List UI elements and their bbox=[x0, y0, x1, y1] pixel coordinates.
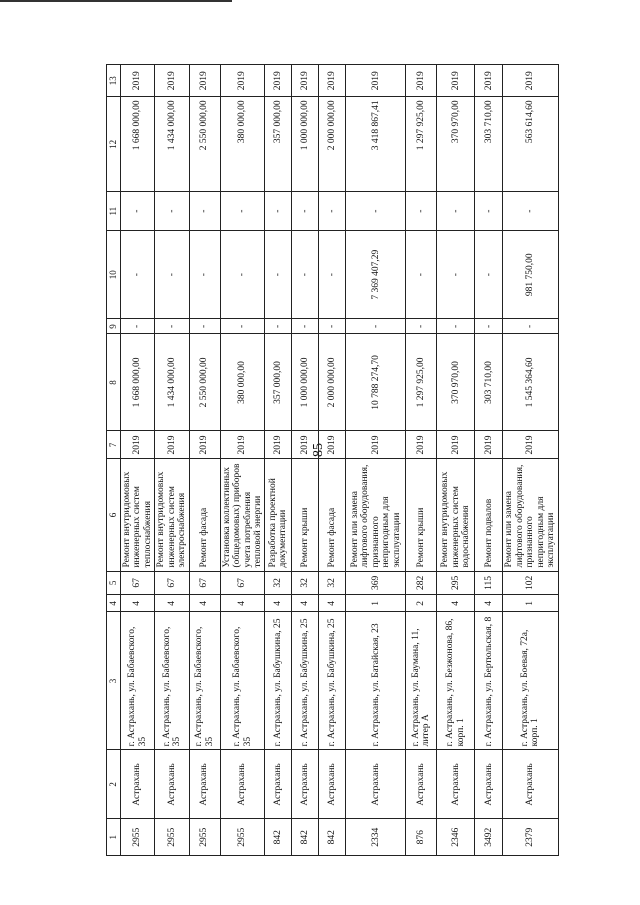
cell-object-id: 2346 bbox=[437, 819, 475, 856]
column-number-header-row bbox=[107, 65, 121, 856]
cell-year: 2019 bbox=[503, 431, 558, 459]
cell-year: 2019 bbox=[189, 431, 220, 459]
cell-address: г. Астрахань, ул. Бабаевского, 35 bbox=[220, 612, 265, 750]
cell-subsidy-amount: - bbox=[406, 231, 437, 319]
cell-completion-year: 2019 bbox=[503, 65, 558, 97]
column-header: 9 bbox=[107, 319, 121, 334]
cell-work-type: Ремонт внутридомовых инженерных систем водоснабжения bbox=[437, 459, 475, 571]
cell-owner-funds: 563 614,60 bbox=[503, 97, 558, 192]
cell-subsidy-amount: - bbox=[437, 231, 475, 319]
cell-fund-fee: - bbox=[121, 319, 155, 334]
cell-work-type: Ремонт крыши bbox=[406, 459, 437, 571]
cell-object-id: 876 bbox=[406, 819, 437, 856]
cell-owner-funds: 2 550 000,00 bbox=[189, 97, 220, 192]
cell-wall-material: 4 bbox=[220, 595, 265, 612]
table-row bbox=[220, 65, 265, 856]
cell-other-funds: - bbox=[121, 192, 155, 231]
cell-wall-material: 4 bbox=[292, 595, 319, 612]
cell-other-funds: - bbox=[406, 192, 437, 231]
cell-wall-material: 4 bbox=[437, 595, 475, 612]
cell-apartments: 32 bbox=[319, 571, 346, 595]
cell-completion-year: 2019 bbox=[121, 65, 155, 97]
cell-apartments: 67 bbox=[155, 571, 189, 595]
cell-work-type: Ремонт или замена лифтового оборудования, признанного непригодным для эксплуатации bbox=[346, 459, 406, 571]
cell-completion-year: 2019 bbox=[437, 65, 475, 97]
cell-address: г. Астрахань, ул. Безжонова, 86, корп. 1 bbox=[437, 612, 475, 750]
cell-owner-funds: 370 970,00 bbox=[437, 97, 475, 192]
cell-other-funds: - bbox=[319, 192, 346, 231]
cell-work-type: Ремонт подвалов bbox=[475, 459, 503, 571]
cell-object-id: 2955 bbox=[155, 819, 189, 856]
cell-other-funds: - bbox=[503, 192, 558, 231]
cell-owner-funds: 1 434 000,00 bbox=[155, 97, 189, 192]
table-row bbox=[319, 65, 346, 856]
cell-owner-funds: 2 000 000,00 bbox=[319, 97, 346, 192]
cell-object-id: 842 bbox=[319, 819, 346, 856]
repair-program-table bbox=[106, 64, 559, 856]
cell-completion-year: 2019 bbox=[265, 65, 292, 97]
cell-owner-funds: 303 710,00 bbox=[475, 97, 503, 192]
cell-other-funds: - bbox=[220, 192, 265, 231]
cell-fund-fee: - bbox=[220, 319, 265, 334]
cell-object-id: 2379 bbox=[503, 819, 558, 856]
cell-work-type: Разработка проектной документации bbox=[265, 459, 292, 571]
cell-other-funds: - bbox=[292, 192, 319, 231]
cell-other-funds: - bbox=[437, 192, 475, 231]
cell-total-cost: 303 710,00 bbox=[475, 334, 503, 431]
cell-work-type: Ремонт внутридомовых инженерных систем электроснабжения bbox=[155, 459, 189, 571]
cell-wall-material: 1 bbox=[346, 595, 406, 612]
cell-address: г. Астрахань, ул. Бабушкина, 25 bbox=[265, 612, 292, 750]
cell-completion-year: 2019 bbox=[189, 65, 220, 97]
cell-fund-fee: - bbox=[155, 319, 189, 334]
column-header: 8 bbox=[107, 334, 121, 431]
table-row bbox=[265, 65, 292, 856]
cell-city: Астрахань bbox=[319, 750, 346, 819]
cell-owner-funds: 1 297 925,00 bbox=[406, 97, 437, 192]
column-header: 1 bbox=[107, 819, 121, 856]
cell-completion-year: 2019 bbox=[292, 65, 319, 97]
table-row bbox=[406, 65, 437, 856]
cell-total-cost: 370 970,00 bbox=[437, 334, 475, 431]
column-header: 10 bbox=[107, 231, 121, 319]
cell-owner-funds: 3 418 867,41 bbox=[346, 97, 406, 192]
cell-address: г. Астрахань, ул. Боевая, 72а, корп. 1 bbox=[503, 612, 558, 750]
cell-apartments: 115 bbox=[475, 571, 503, 595]
cell-address: г. Астрахань, ул. Бабаевского, 35 bbox=[121, 612, 155, 750]
cell-work-type: Ремонт внутридомовых инженерных систем теплоснабжения bbox=[121, 459, 155, 571]
cell-wall-material: 4 bbox=[319, 595, 346, 612]
cell-year: 2019 bbox=[437, 431, 475, 459]
cell-subsidy-amount: - bbox=[475, 231, 503, 319]
cell-city: Астрахань bbox=[406, 750, 437, 819]
table-row bbox=[475, 65, 503, 856]
page-number: 85 bbox=[311, 443, 326, 457]
cell-apartments: 67 bbox=[189, 571, 220, 595]
cell-year: 2019 bbox=[346, 431, 406, 459]
cell-wall-material: 4 bbox=[155, 595, 189, 612]
cell-subsidy-amount: - bbox=[189, 231, 220, 319]
cell-work-type: Ремонт крыши bbox=[292, 459, 319, 571]
cell-completion-year: 2019 bbox=[319, 65, 346, 97]
cell-city: Астрахань bbox=[503, 750, 558, 819]
cell-work-type: Ремонт фасада bbox=[189, 459, 220, 571]
cell-subsidy-amount: - bbox=[155, 231, 189, 319]
cell-completion-year: 2019 bbox=[475, 65, 503, 97]
cell-wall-material: 4 bbox=[189, 595, 220, 612]
cell-city: Астрахань bbox=[292, 750, 319, 819]
table-row bbox=[503, 65, 558, 856]
cell-city: Астрахань bbox=[265, 750, 292, 819]
cell-apartments: 32 bbox=[292, 571, 319, 595]
cell-year: 2019 bbox=[406, 431, 437, 459]
cell-address: г. Астрахань, ул. Бабушкина, 25 bbox=[292, 612, 319, 750]
cell-fund-fee: - bbox=[346, 319, 406, 334]
cell-address: г. Астрахань, ул. Бабушкина, 25 bbox=[319, 612, 346, 750]
rotated-table-area bbox=[106, 64, 557, 856]
cell-subsidy-amount: - bbox=[265, 231, 292, 319]
cell-wall-material: 4 bbox=[265, 595, 292, 612]
cell-completion-year: 2019 bbox=[220, 65, 265, 97]
cell-owner-funds: 357 000,00 bbox=[265, 97, 292, 192]
cell-city: Астрахань bbox=[189, 750, 220, 819]
cell-other-funds: - bbox=[265, 192, 292, 231]
cell-total-cost: 357 000,00 bbox=[265, 334, 292, 431]
cell-wall-material: 1 bbox=[503, 595, 558, 612]
table-row bbox=[437, 65, 475, 856]
cell-wall-material: 4 bbox=[475, 595, 503, 612]
cell-address: г. Астрахань, ул. Бабаевского, 35 bbox=[155, 612, 189, 750]
cell-subsidy-amount: 7 369 407,29 bbox=[346, 231, 406, 319]
cell-owner-funds: 380 000,00 bbox=[220, 97, 265, 192]
cell-completion-year: 2019 bbox=[155, 65, 189, 97]
cell-fund-fee: - bbox=[189, 319, 220, 334]
cell-year: 2019 bbox=[292, 431, 319, 459]
cell-work-type: Ремонт фасада bbox=[319, 459, 346, 571]
cell-object-id: 2955 bbox=[121, 819, 155, 856]
table-row bbox=[121, 65, 155, 856]
column-header: 11 bbox=[107, 192, 121, 231]
cell-object-id: 2955 bbox=[189, 819, 220, 856]
cell-object-id: 842 bbox=[265, 819, 292, 856]
column-header: 3 bbox=[107, 612, 121, 750]
cell-year: 2019 bbox=[220, 431, 265, 459]
cell-total-cost: 1 297 925,00 bbox=[406, 334, 437, 431]
cell-fund-fee: - bbox=[475, 319, 503, 334]
cell-city: Астрахань bbox=[437, 750, 475, 819]
cell-other-funds: - bbox=[155, 192, 189, 231]
column-header: 2 bbox=[107, 750, 121, 819]
cell-total-cost: 1 000 000,00 bbox=[292, 334, 319, 431]
column-header: 6 bbox=[107, 459, 121, 571]
cell-fund-fee: - bbox=[265, 319, 292, 334]
cell-other-funds: - bbox=[475, 192, 503, 231]
cell-object-id: 2334 bbox=[346, 819, 406, 856]
cell-other-funds: - bbox=[346, 192, 406, 231]
table-row bbox=[346, 65, 406, 856]
cell-work-type: Установка коллективных (общедомовых) приборов учета потребления тепловой энергии bbox=[220, 459, 265, 571]
cell-year: 2019 bbox=[155, 431, 189, 459]
cell-apartments: 369 bbox=[346, 571, 406, 595]
cell-subsidy-amount: - bbox=[121, 231, 155, 319]
cell-city: Астрахань bbox=[121, 750, 155, 819]
cell-fund-fee: - bbox=[319, 319, 346, 334]
cell-city: Астрахань bbox=[155, 750, 189, 819]
top-rule bbox=[0, 0, 232, 2]
cell-apartments: 102 bbox=[503, 571, 558, 595]
table-row bbox=[189, 65, 220, 856]
cell-address: г. Астрахань, ул. Батайская, 23 bbox=[346, 612, 406, 750]
cell-total-cost: 2 000 000,00 bbox=[319, 334, 346, 431]
cell-year: 2019 bbox=[265, 431, 292, 459]
cell-subsidy-amount: - bbox=[292, 231, 319, 319]
cell-wall-material: 4 bbox=[121, 595, 155, 612]
cell-object-id: 3492 bbox=[475, 819, 503, 856]
cell-total-cost: 1 434 000,00 bbox=[155, 334, 189, 431]
cell-city: Астрахань bbox=[346, 750, 406, 819]
cell-completion-year: 2019 bbox=[406, 65, 437, 97]
table-row bbox=[155, 65, 189, 856]
cell-year: 2019 bbox=[475, 431, 503, 459]
cell-total-cost: 1 545 364,60 bbox=[503, 334, 558, 431]
cell-apartments: 295 bbox=[437, 571, 475, 595]
cell-total-cost: 1 668 000,00 bbox=[121, 334, 155, 431]
cell-address: г. Астрахань, ул. Баумана, 11, литер А bbox=[406, 612, 437, 750]
cell-year: 2019 bbox=[319, 431, 346, 459]
column-header: 13 bbox=[107, 65, 121, 97]
column-header: 5 bbox=[107, 571, 121, 595]
cell-city: Астрахань bbox=[220, 750, 265, 819]
cell-fund-fee: - bbox=[503, 319, 558, 334]
cell-total-cost: 10 788 274,70 bbox=[346, 334, 406, 431]
column-header: 7 bbox=[107, 431, 121, 459]
column-header: 12 bbox=[107, 97, 121, 192]
cell-object-id: 2955 bbox=[220, 819, 265, 856]
cell-object-id: 842 bbox=[292, 819, 319, 856]
cell-year: 2019 bbox=[121, 431, 155, 459]
cell-fund-fee: - bbox=[292, 319, 319, 334]
cell-completion-year: 2019 bbox=[346, 65, 406, 97]
cell-address: г. Астрахань, ул. Бертюльская, 8 bbox=[475, 612, 503, 750]
cell-wall-material: 2 bbox=[406, 595, 437, 612]
cell-apartments: 67 bbox=[220, 571, 265, 595]
cell-owner-funds: 1 668 000,00 bbox=[121, 97, 155, 192]
cell-subsidy-amount: - bbox=[319, 231, 346, 319]
cell-owner-funds: 1 000 000,00 bbox=[292, 97, 319, 192]
cell-apartments: 282 bbox=[406, 571, 437, 595]
cell-subsidy-amount: 981 750,00 bbox=[503, 231, 558, 319]
table-row bbox=[292, 65, 319, 856]
cell-subsidy-amount: - bbox=[220, 231, 265, 319]
cell-apartments: 67 bbox=[121, 571, 155, 595]
cell-total-cost: 380 000,00 bbox=[220, 334, 265, 431]
cell-address: г. Астрахань, ул. Бабаевского, 35 bbox=[189, 612, 220, 750]
cell-fund-fee: - bbox=[437, 319, 475, 334]
cell-other-funds: - bbox=[189, 192, 220, 231]
cell-total-cost: 2 550 000,00 bbox=[189, 334, 220, 431]
cell-city: Астрахань bbox=[475, 750, 503, 819]
cell-fund-fee: - bbox=[406, 319, 437, 334]
column-header: 4 bbox=[107, 595, 121, 612]
table-body bbox=[121, 65, 559, 856]
cell-apartments: 32 bbox=[265, 571, 292, 595]
cell-work-type: Ремонт или замена лифтового оборудования, признанного непригодным для эксплуатации bbox=[503, 459, 558, 571]
